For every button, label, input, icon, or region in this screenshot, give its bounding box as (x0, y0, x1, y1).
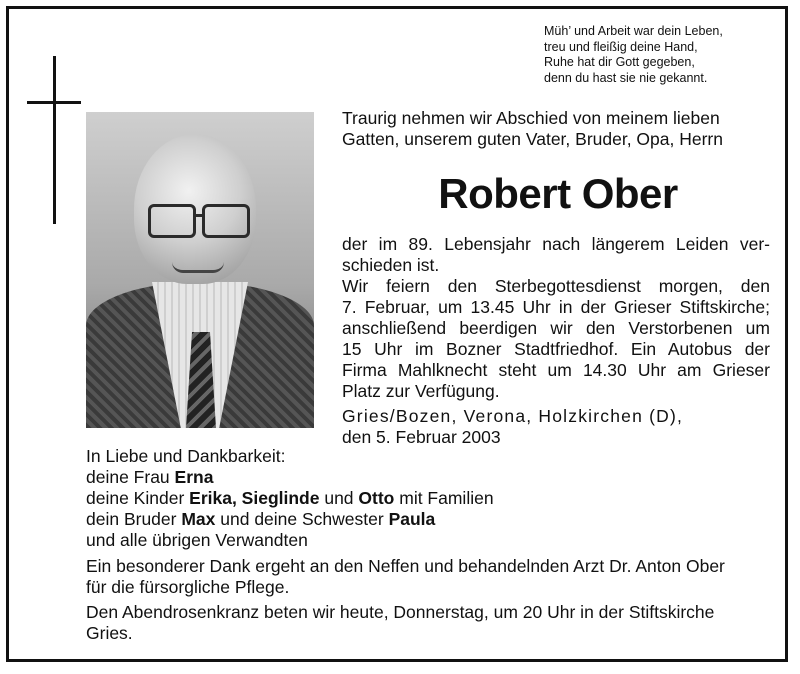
place-line: Gries/Bozen, Verona, Holzkirchen (D), (342, 406, 684, 426)
brother-name: Max (181, 509, 216, 529)
poem-line: denn du hast sie nie gekannt. (544, 70, 708, 85)
wife-name: Erna (174, 467, 214, 487)
family-list (86, 446, 686, 551)
intro-line: Traurig nehmen wir Abschied von meinem lieben (342, 108, 720, 128)
thanks-line: Ein besonderer Dank ergeht an den Neffen und behandelnden Arzt Dr. Anton Ober (86, 556, 725, 576)
death-notice-line: schieden ist. (342, 255, 440, 275)
sister-name: Paula (388, 509, 436, 529)
rosary-line: Den Abendrosenkranz beten wir heute, Donnerstag, um 20 Uhr in der Stiftskirche (86, 602, 715, 622)
portrait-photo (86, 112, 314, 428)
photo-glasses (148, 204, 250, 234)
children-names: Erika, Sieglinde (189, 488, 320, 508)
cross-icon (53, 56, 56, 224)
notice-body (342, 234, 770, 448)
funeral-line: 15 Uhr im Bozner Stadtfriedhof. Ein Autobus der (342, 339, 770, 359)
thanks-line: für die fürsorgliche Pflege. (86, 577, 290, 597)
cross-icon-bar (27, 101, 81, 104)
deceased-name: Robert Ober (438, 170, 678, 217)
closing-text (86, 556, 776, 644)
rosary-line: Gries. (86, 623, 133, 643)
funeral-line: 7. Februar, um 13.45 Uhr in der Grieser Stiftskirche; (342, 297, 770, 317)
date-line: den 5. Februar 2003 (342, 427, 501, 447)
funeral-line: Firma Mahlknecht steht um 14.30 Uhr am Grieser (342, 360, 770, 380)
intro-text (342, 108, 774, 150)
family-heading: In Liebe und Dankbarkeit: (86, 446, 286, 466)
funeral-line: Wir feiern den Sterbegottesdienst morgen, den (342, 276, 770, 296)
child-name-last: Otto (358, 488, 395, 508)
family-siblings: dein Bruder Max und deine Schwester Paula (86, 509, 436, 529)
poem-line: Müh’ und Arbeit war dein Leben, (544, 24, 723, 38)
family-children: deine Kinder Erika, Sieglinde und Otto mit Familien (86, 488, 494, 508)
poem-line: treu und fleißig deine Hand, (544, 39, 698, 54)
poem-line: Ruhe hat dir Gott gegeben, (544, 55, 695, 69)
family-others: und alle übrigen Verwandten (86, 530, 308, 550)
intro-line: Gatten, unserem guten Vater, Bruder, Opa, Herrn (342, 129, 723, 149)
funeral-line: Platz zur Verfügung. (342, 381, 500, 401)
poem (544, 24, 784, 86)
funeral-line: anschließend beerdigen wir den Verstorbenen um (342, 318, 770, 338)
family-wife: deine Frau Erna (86, 467, 214, 487)
death-notice-line: der im 89. Lebensjahr nach längerem Leiden ver- (342, 234, 770, 254)
photo-mouth (172, 262, 224, 273)
